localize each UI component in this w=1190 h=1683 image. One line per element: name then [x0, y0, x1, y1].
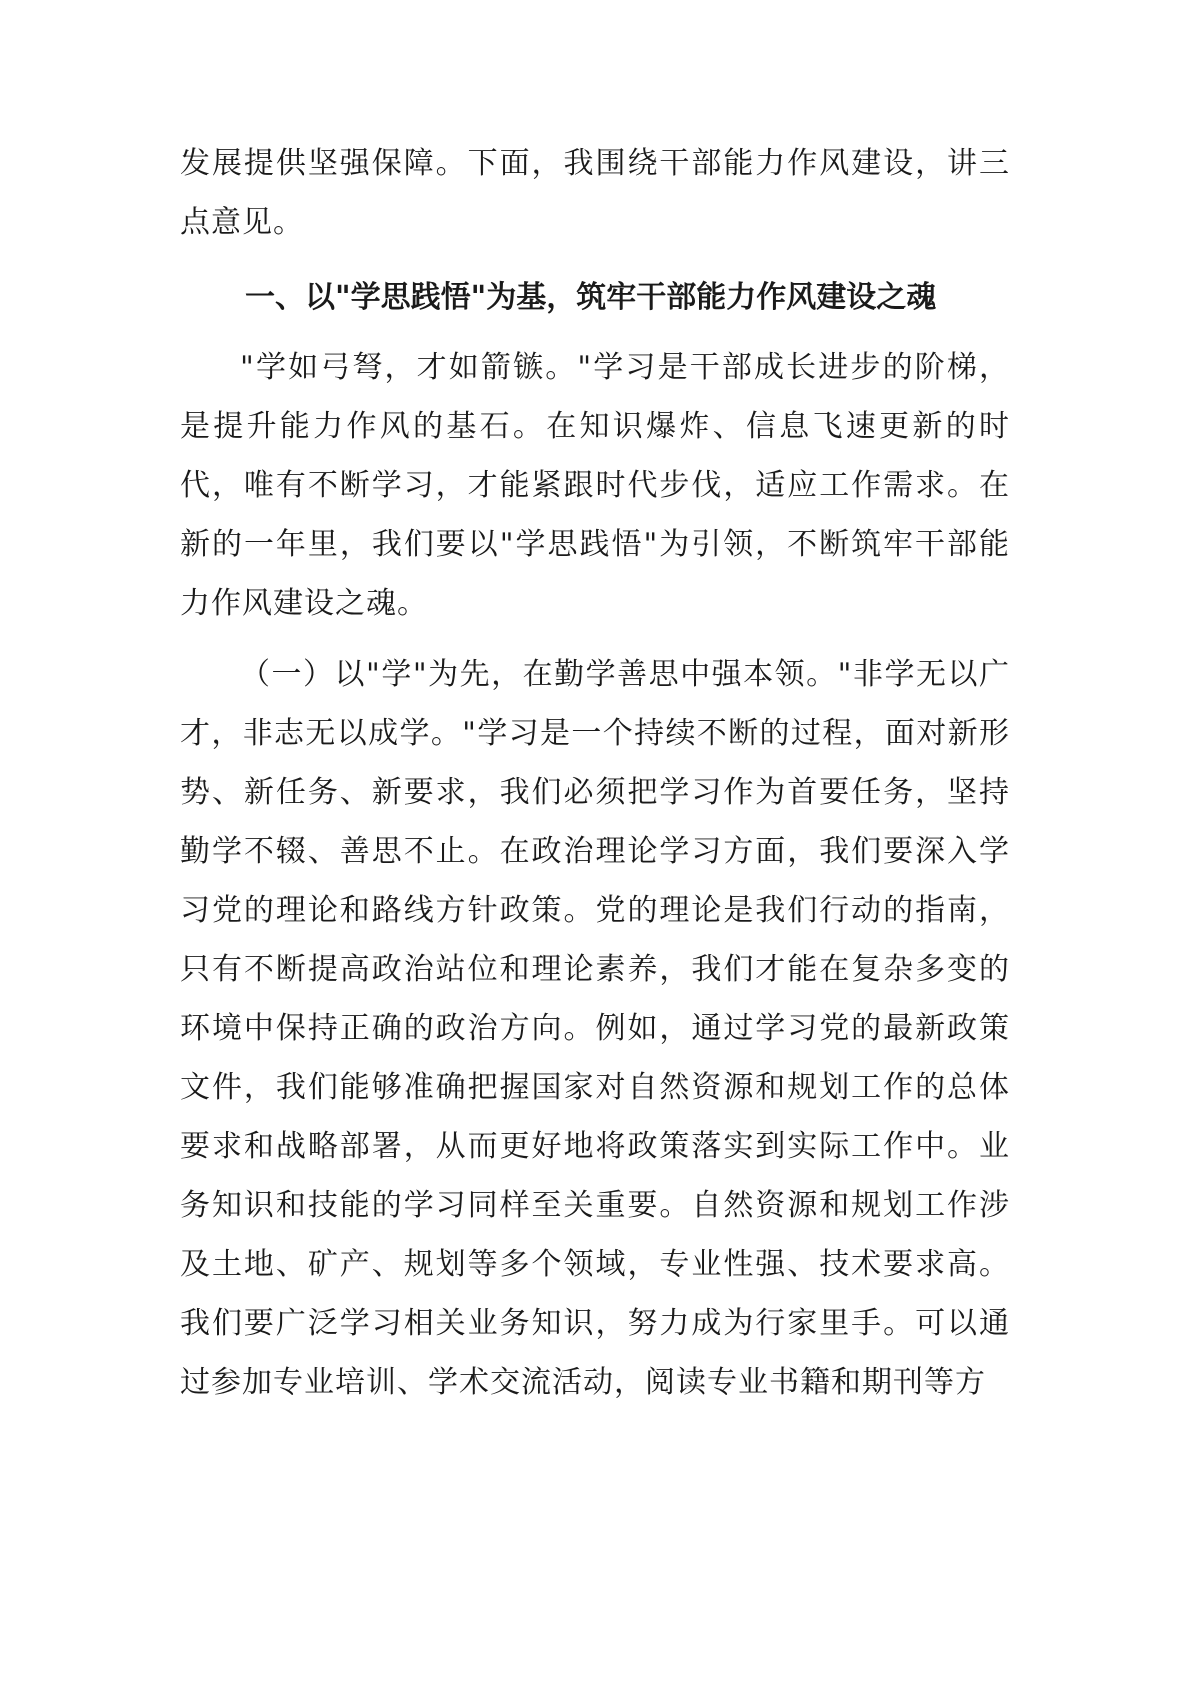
paragraph-intro: "学如弓弩，才如箭镞。"学习是干部成长进步的阶梯，是提升能力作风的基石。在知识爆炸、信息飞速更新的时代，唯有不断学习，才能紧跟时代步伐，适应工作需求。在新的一年里，我们要以"学思践悟"为引领，不断筑牢干部能力作风建设之魂。 — [180, 350, 1010, 621]
section-heading: 一、以"学思践悟"为基，筑牢干部能力作风建设之魂 — [245, 280, 937, 315]
paragraph-subsection-1: （一）以"学"为先，在勤学善思中强本领。"非学无以广才，非志无以成学。"学习是一个持续不断的过程，面对新形势、新任务、新要求，我们必须把学习作为首要任务，坚持勤学不辍、善思不止。在政治理论学习方面，我们要深入学习党的理论和路线方针政策。党的理论是我们行动的指南，只有不断提高政治站位和理论素养，我们才能在复杂多变的环境中保持正确的政治方向。例如，通过学习党的最新政策文件，我们能够准确把握国家对自然资源和规划工作的总体要求和战略部署，从而更好地将政策落实到实际工作中。业务知识和技能的学习同样至关重要。自然资源和规划工作涉及土地、矿产、规划等多个领域，专业性强、技术要求高。我们要广泛学习相关业务知识，努力成为行家里手。可以通过参加专业培训、学术交流活动，阅读专业书籍和期刊等方 — [180, 657, 1010, 1400]
paragraph-continuation: 发展提供坚强保障。下面，我围绕干部能力作风建设，讲三点意见。 — [180, 146, 1010, 240]
